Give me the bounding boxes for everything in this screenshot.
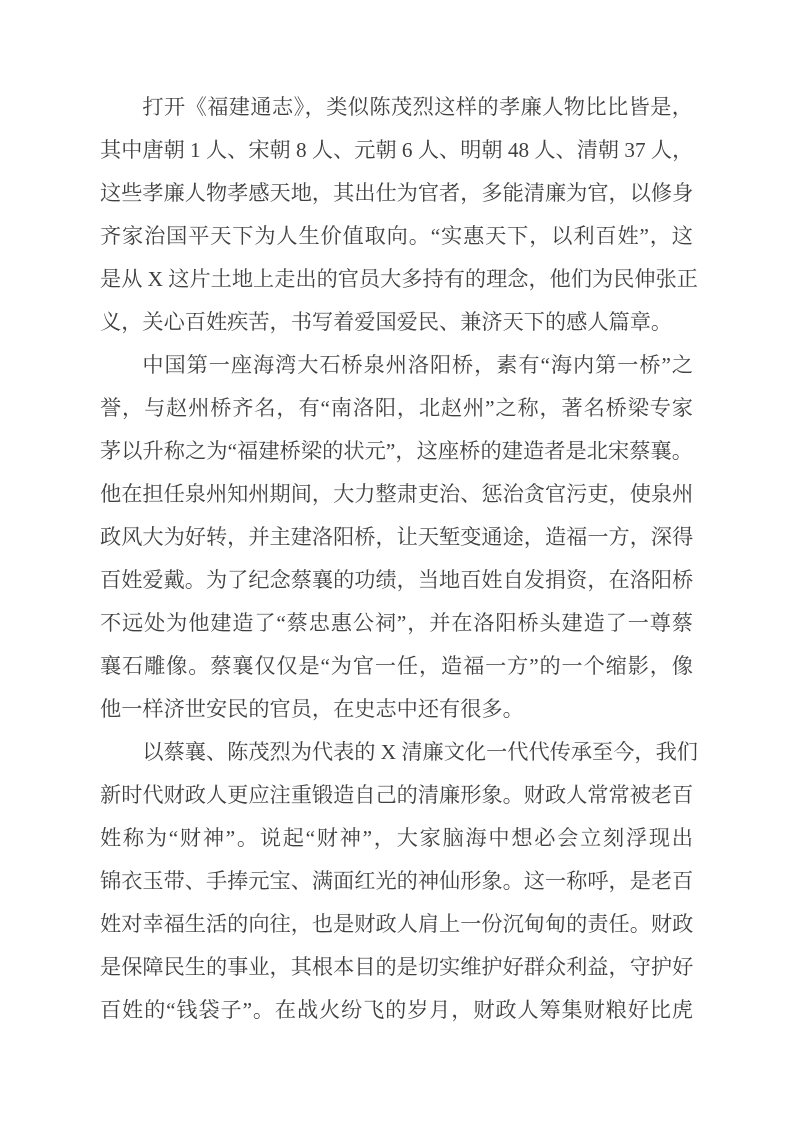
text-line: 义，关心百姓疾苦，书写着爱国爱民、兼济天下的感人篇章。 bbox=[100, 310, 673, 334]
text-line: 姓对幸福生活的向往，也是财政人肩上一份沉甸甸的责任。财政 bbox=[100, 912, 694, 936]
text-line: 这些孝廉人物孝感天地，其出仕为官者，多能清廉为官，以修身 bbox=[100, 181, 694, 205]
text-line: 他一样济世安民的官员，在史志中还有很多。 bbox=[100, 697, 524, 721]
text-line: 百姓的“钱袋子”。在战火纷飞的岁月，财政人筹集财粮好比虎 bbox=[100, 998, 693, 1022]
text-line: 锦衣玉带、手捧元宝、满面红光的神仙形象。这一称呼，是老百 bbox=[100, 869, 694, 893]
text-line: 齐家治国平天下为人生价值取向。“实惠天下，以利百姓”，这 bbox=[100, 224, 693, 248]
paragraph bbox=[100, 344, 693, 731]
text-line: 政风大为好转，并主建洛阳桥，让天堑变通途，造福一方，深得 bbox=[100, 525, 694, 549]
text-line: 百姓爱戴。为了纪念蔡襄的功绩，当地百姓自发捐资，在洛阳桥 bbox=[100, 568, 694, 592]
text-line: 中国第一座海湾大石桥泉州洛阳桥，素有“海内第一桥”之 bbox=[142, 353, 693, 377]
text-line: 是保障民生的事业，其根本目的是切实维护好群众利益，守护好 bbox=[100, 955, 694, 979]
text-line: 姓称为“财神”。说起“财神”，大家脑海中想必会立刻浮现出 bbox=[100, 826, 693, 850]
text-line: 不远处为他建造了“蔡忠惠公祠”，并在洛阳桥头建造了一尊蔡 bbox=[100, 611, 693, 635]
paragraph bbox=[100, 86, 698, 344]
text-line: 其中唐朝 1 人、宋朝 8 人、元朝 6 人、明朝 48 人、清朝 37 人， bbox=[100, 138, 694, 162]
text-line: 他在担任泉州知州期间，大力整肃吏治、惩治贪官污吏，使泉州 bbox=[100, 482, 694, 506]
text-line: 打开《福建通志》，类似陈茂烈这样的孝廉人物比比皆是， bbox=[142, 95, 693, 119]
text-line: 是从 X 这片土地上走出的官员大多持有的理念，他们为民伸张正 bbox=[100, 267, 698, 291]
text-block bbox=[100, 86, 698, 1032]
text-line: 茅以升称之为“福建桥梁的状元”，这座桥的建造者是北宋蔡襄。 bbox=[100, 439, 693, 463]
text-line: 新时代财政人更应注重锻造自己的清廉形象。财政人常常被老百 bbox=[100, 783, 694, 807]
text-line: 以蔡襄、陈茂烈为代表的 X 清廉文化一代代传承至今，我们 bbox=[142, 740, 698, 764]
paragraph bbox=[100, 731, 698, 1032]
text-line: 誉，与赵州桥齐名，有“南洛阳，北赵州”之称，著名桥梁专家 bbox=[100, 396, 693, 420]
text-line: 襄石雕像。蔡襄仅仅是“为官一任，造福一方”的一个缩影，像 bbox=[100, 654, 693, 678]
